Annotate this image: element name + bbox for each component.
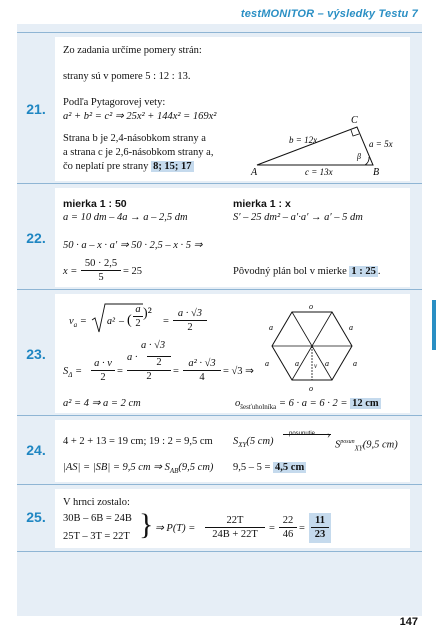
hex-label-a: a — [295, 359, 299, 368]
nested-denominator: 2 — [147, 356, 171, 369]
fraction-denominator: 2 — [127, 370, 171, 383]
equals: = — [117, 366, 123, 377]
text-line: Podľa Pytagorovej vety: — [63, 97, 166, 108]
problem-number: 25. — [26, 509, 46, 525]
equation: a² = 4 ⇒ a = 2 cm — [63, 398, 141, 409]
hex-label-a: a — [349, 323, 353, 332]
equation: |AS| = |SB| = 9,5 cm ⇒ $S_{AB}(9,5$ cm) — [63, 462, 214, 476]
probability-label: ⇒ P(T) = — [155, 523, 196, 534]
hexagon-figure — [265, 302, 359, 392]
vertex-label-b: B — [373, 167, 380, 177]
equation: 4 + 2 + 13 = 19 cm; 19 : 2 = 9,5 cm — [63, 436, 213, 447]
arrow-head: › — [327, 430, 331, 441]
equation: a² + b² = c² ⇒ 25x² + 144x² = 169x² — [63, 111, 217, 122]
problem-22 — [17, 183, 422, 290]
fraction-numerator: a · √3 — [173, 308, 207, 321]
right-triangle-figure — [247, 109, 397, 177]
equation-tail: = √3 ⇒ — [223, 366, 254, 377]
translation-line: $S_{XY}(5$ cm) — [233, 436, 274, 450]
svg-text:–: – — [119, 316, 124, 327]
hex-label-v: v — [314, 362, 318, 370]
answer-highlight: 1 : 25 — [351, 266, 376, 277]
angle-label-beta: β — [357, 152, 361, 161]
brace: } — [139, 508, 154, 541]
hex-label-o: o — [309, 384, 313, 392]
nested-numerator: a · — [127, 352, 138, 363]
solution-box — [55, 294, 410, 413]
paren: )² — [143, 306, 152, 321]
problem-number: 23. — [26, 346, 46, 362]
equation-x: x = — [63, 266, 78, 277]
problem-25 — [17, 484, 422, 552]
side-label-b: b = 12x — [289, 135, 318, 145]
problem-24 — [17, 415, 422, 485]
perimeter-line: $o_{šesťuholníka} = 6 \cdot a = 6 \cdot 2 = 12$ cm — [235, 398, 379, 412]
side-label-c: c = 13x — [305, 167, 333, 177]
hex-label-a: a — [265, 359, 269, 368]
solution-box — [55, 489, 410, 548]
arrow-label: posunutie — [289, 431, 316, 437]
equals: = — [269, 523, 275, 534]
equation: 25T – 3T = 22T — [63, 531, 130, 542]
scale-heading: mierka 1 : 50 — [63, 198, 127, 210]
problem-21 — [17, 32, 422, 184]
problem-number: 21. — [26, 101, 46, 117]
area-symbol: $S_\Delta$ = — [63, 366, 83, 380]
text-line: Strana b je 2,4-násobkom strany a — [63, 133, 206, 144]
side-tab-marker — [432, 300, 436, 350]
fraction-denominator: 2 — [135, 318, 141, 329]
answer-highlight: 4,5 cm — [275, 462, 305, 473]
text-line: strany sú v pomere 5 : 12 : 13. — [63, 71, 191, 82]
fraction-denominator: 2 — [187, 322, 193, 333]
fraction-numerator: 50 · 2,5 — [81, 258, 121, 271]
page-header: testMONITOR – výsledky Testu 7 — [240, 8, 418, 20]
problem-number: 22. — [26, 230, 46, 246]
equals: = — [299, 523, 305, 534]
text-line: V hrnci zostalo: — [63, 497, 130, 508]
fraction-numerator: a · v — [91, 358, 115, 371]
fraction-numerator: 22 — [279, 515, 297, 528]
hex-label-a: a — [269, 323, 273, 332]
fraction-denominator: 2 — [100, 372, 106, 383]
equals: = — [173, 366, 179, 377]
fraction-denominator: 23 — [314, 529, 326, 540]
solution-box — [55, 420, 410, 482]
fraction-numerator: 22T — [205, 515, 265, 528]
page-number: 147 — [399, 616, 418, 628]
answer-highlight: 12 cm — [352, 398, 379, 409]
fraction-denominator: 4 — [199, 372, 205, 383]
fraction-numerator: a — [133, 304, 143, 317]
height-symbol: $v_a$ = — [69, 316, 87, 330]
equation: S′ – 25 dm² – a′·a′ → a′ – 5 dm — [233, 212, 363, 223]
equation-result: = 25 — [123, 266, 143, 277]
equation: a = 10 dm – 4a → a – 2,5 dm — [63, 212, 188, 223]
translated-segment: $S^{posun}_{XY}(9,5$ cm) — [335, 439, 398, 453]
difference-line: 9,5 – 5 = 4,5 cm — [233, 462, 305, 473]
problem-number: 24. — [26, 442, 46, 458]
svg-text:(: ( — [127, 313, 132, 328]
nested-numerator-top: a · √3 — [141, 340, 166, 351]
vertex-label-c: C — [351, 115, 358, 126]
svg-text:a²: a² — [107, 316, 115, 327]
fraction-denominator: 46 — [282, 529, 294, 540]
text-line: čo neplatí pre strany 8; 15; 17 — [63, 161, 192, 172]
hex-label-a: a — [353, 359, 357, 368]
fraction-denominator: 5 — [98, 272, 104, 283]
fraction-numerator: a² · √3 — [183, 358, 221, 371]
scale-heading: mierka 1 : x — [233, 198, 291, 210]
fraction-numerator: 11 — [311, 515, 329, 528]
text-line: a strana c je 2,6-násobkom strany a, — [63, 147, 214, 158]
fraction-denominator: 24B + 22T — [212, 529, 258, 540]
arrow — [283, 434, 331, 435]
vertex-label-a: A — [251, 167, 258, 177]
equation: 50 · a – x · a′ ⇒ 50 · 2,5 – x · 5 ⇒ — [63, 240, 203, 251]
hex-label-o: o — [309, 302, 313, 311]
answer-highlight: 8; 15; 17 — [153, 161, 192, 172]
side-label-a: a = 5x — [369, 139, 393, 149]
text-line: Zo zadania určíme pomery strán: — [63, 45, 202, 56]
solution-box — [55, 37, 410, 181]
equation: 30B – 6B = 24B — [63, 513, 132, 524]
hex-label-a: a — [325, 359, 329, 368]
solution-box — [55, 188, 410, 287]
equals: = — [163, 316, 169, 327]
problem-23 — [17, 289, 422, 416]
text-line: Pôvodný plán bol v mierke 1 : 25 . — [233, 266, 381, 277]
